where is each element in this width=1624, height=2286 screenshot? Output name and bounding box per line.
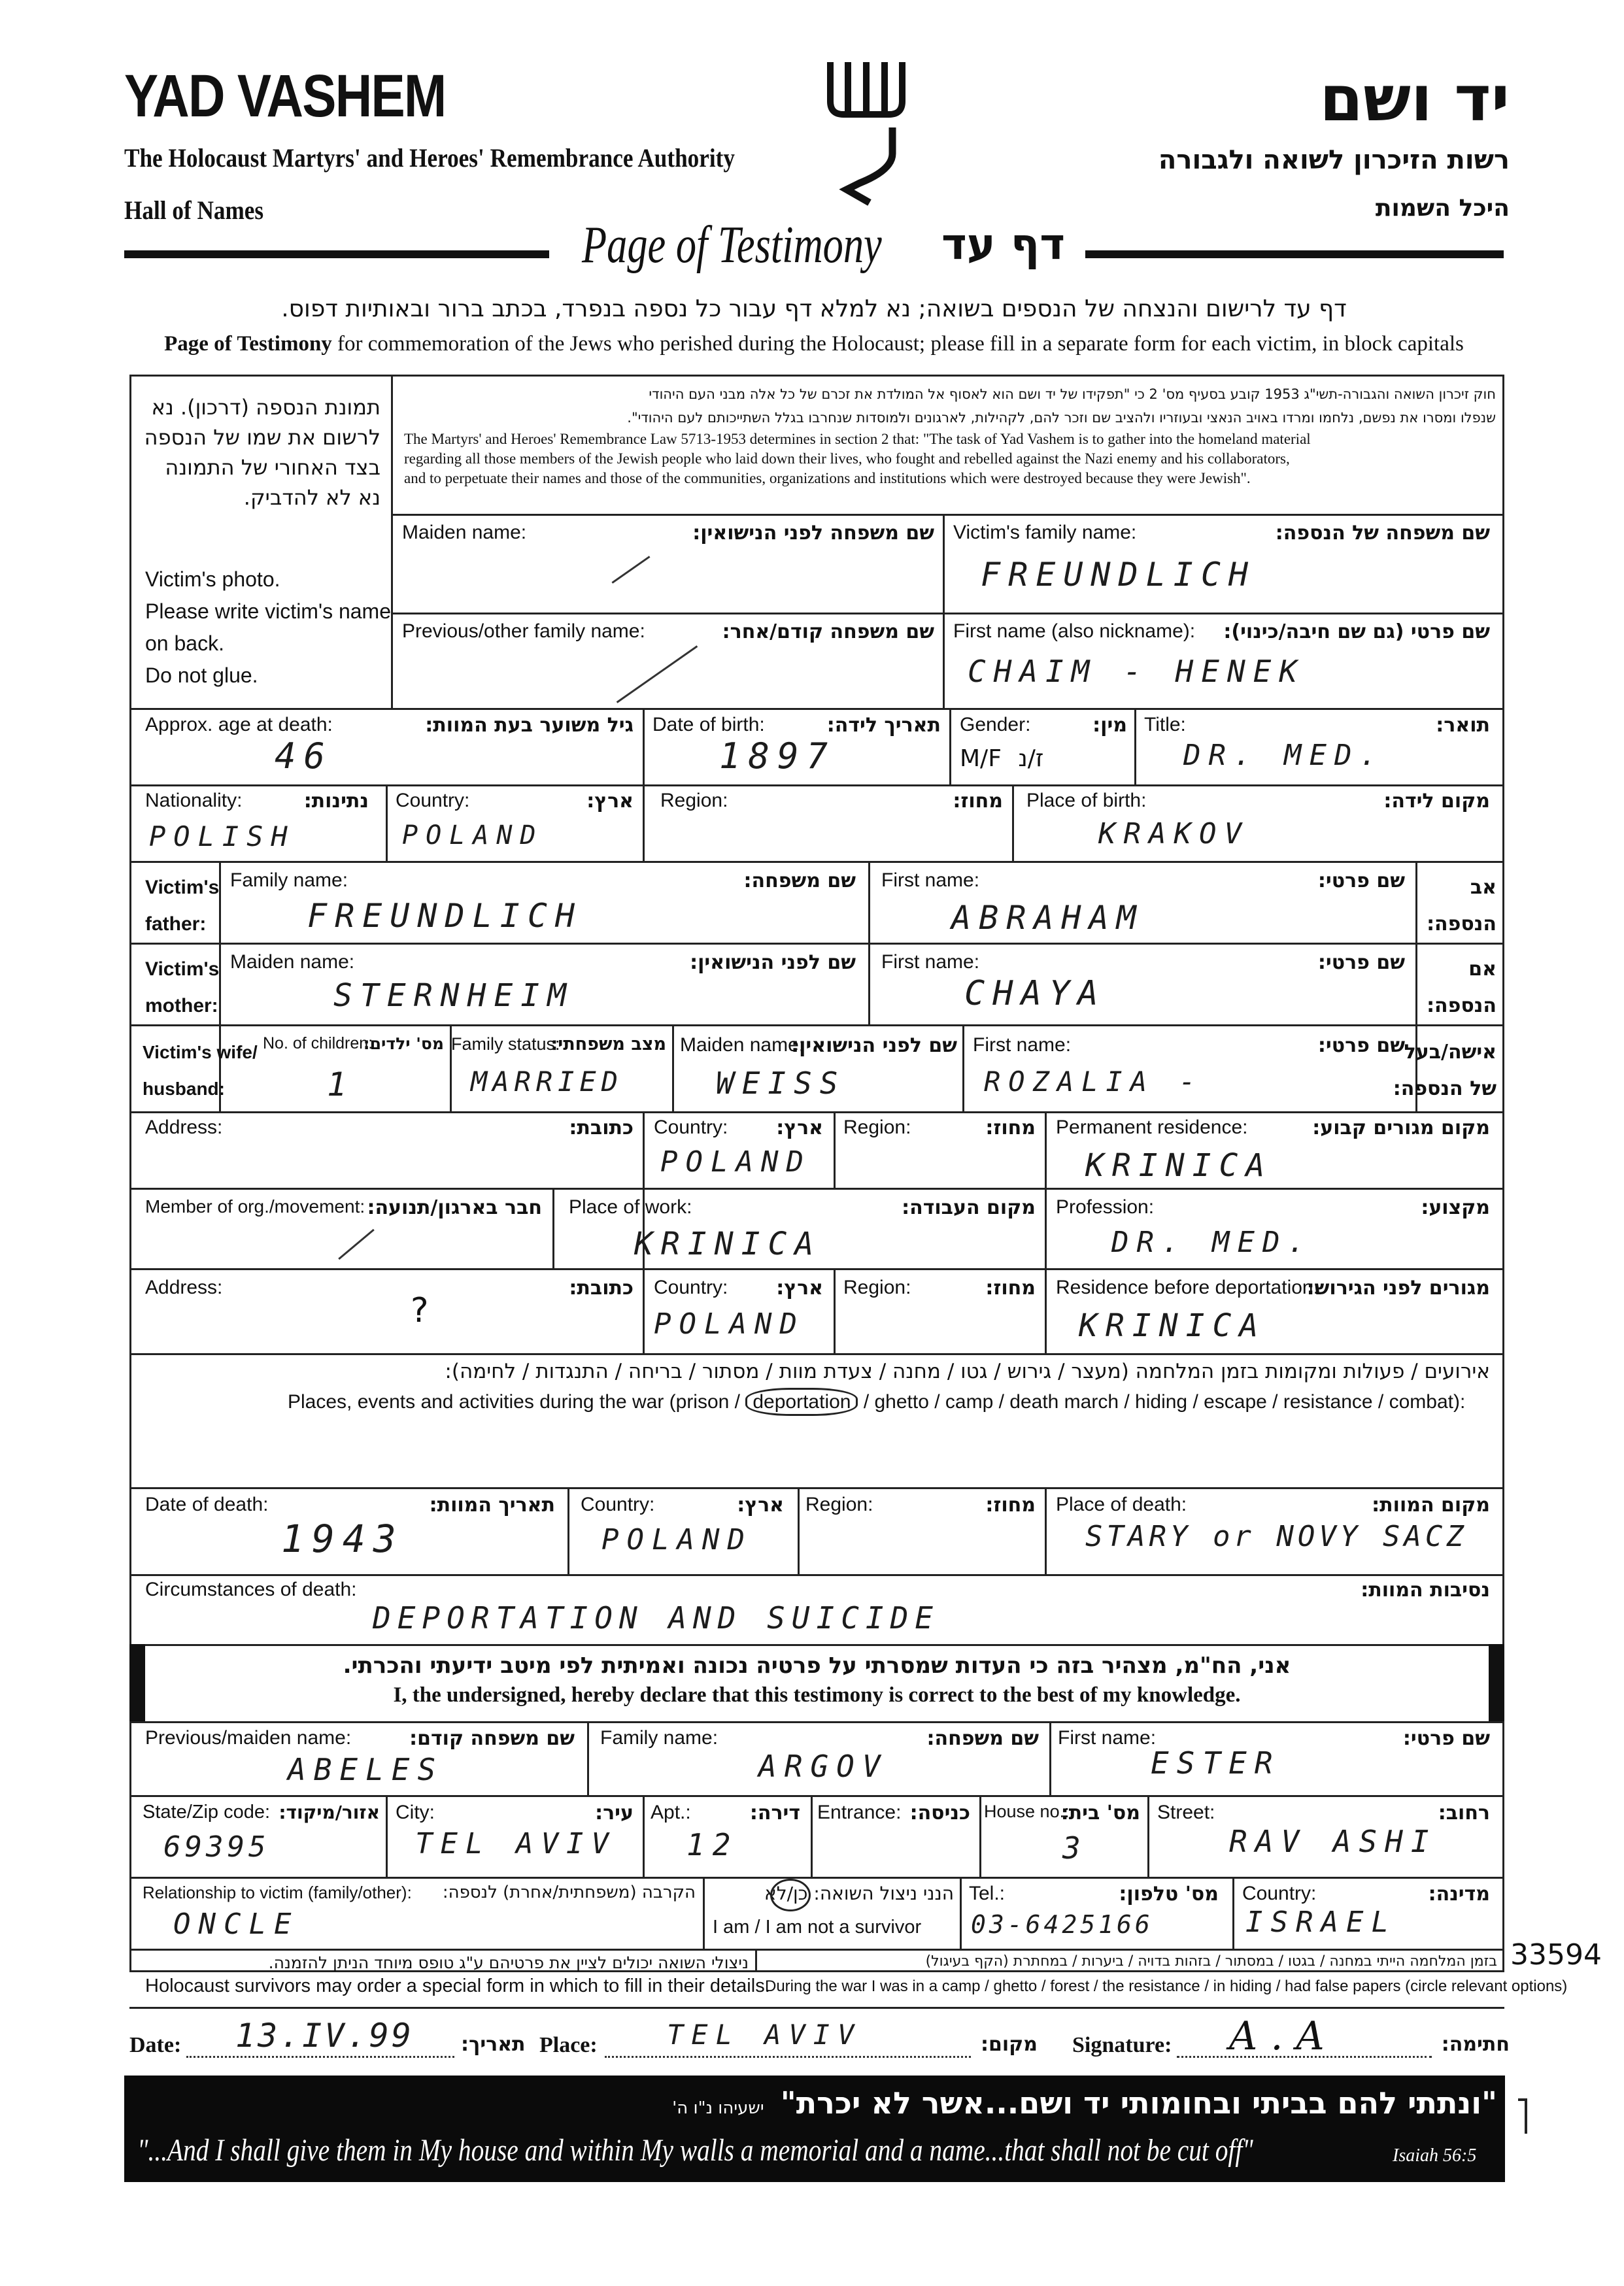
survivor-note: Holocaust survivors may order a special form in which to fill in their details. bbox=[145, 1975, 770, 1996]
date-of-death-value[interactable]: 1943 bbox=[281, 1517, 404, 1561]
signature-value[interactable]: A.A bbox=[1229, 2013, 1338, 2059]
verse-reference: Isaiah 56:5 bbox=[1393, 2145, 1477, 2166]
verse-english: "...And I shall give them in My house and within My walls a memorial and a name...that shall not be cut off" bbox=[137, 2133, 1253, 2168]
survivor-note-hebrew: ניצולי השואה יכולים לציין את פרטיהם ע"ג טופס מיוחד הניתן להזמנה. bbox=[268, 1953, 749, 1972]
relationship-value[interactable]: ONCLE bbox=[173, 1908, 299, 1941]
survivor-english[interactable]: I am / I am not a survivor bbox=[713, 1917, 922, 1938]
archive-number: 33594 bbox=[1510, 1938, 1602, 1972]
wartime-note: During the war I was in a camp / ghetto / forest / the resistance / in hiding / had false papers (circle relevant options) bbox=[765, 1977, 1568, 1995]
org-name-hebrew: יד ושם bbox=[1319, 62, 1510, 135]
father-family-name-value[interactable]: FREUNDLICH bbox=[307, 897, 583, 935]
children-count-value[interactable]: 1 bbox=[327, 1066, 355, 1103]
form-title: Page of Testimony bbox=[582, 216, 882, 274]
permanent-residence-value[interactable]: KRINICA bbox=[1085, 1147, 1273, 1184]
spouse-maiden-name-value[interactable]: WEISS bbox=[716, 1066, 846, 1101]
hall-of-names-hebrew: היכל השמות bbox=[1375, 195, 1510, 222]
submitter-first-name-value[interactable]: ESTER bbox=[1151, 1745, 1281, 1781]
events-label-hebrew: אירועים / פעולות ומקומות בזמן המלחמה (מעצר / גירוש / גטו / מחנה / צעדת מוות / מסתור / בריחה / התנגדות / לחימה): bbox=[445, 1360, 1490, 1383]
title-rule-right bbox=[1085, 250, 1504, 258]
instruction-text: for commemoration of the Jews who perished during the Holocaust; please fill in a separate form for each victim, in block capitals bbox=[337, 332, 1464, 356]
title-value[interactable]: DR. MED. bbox=[1183, 739, 1385, 772]
signoff-place-value[interactable]: TEL AVIV bbox=[667, 2019, 862, 2051]
spouse-first-name-value[interactable]: ROZALIA - bbox=[984, 1066, 1204, 1098]
house-number-value[interactable]: 3 bbox=[1062, 1830, 1089, 1866]
first-name-label: First name (also nickname): bbox=[953, 620, 1196, 642]
submitter-country-value[interactable]: ISRAEL bbox=[1245, 1906, 1396, 1939]
residence-country-value[interactable]: POLAND bbox=[660, 1145, 811, 1179]
birth-country-value[interactable]: POLAND bbox=[402, 820, 544, 850]
photo-instructions: Victim's photo. Please write victim's name on back. Do not glue. bbox=[145, 567, 391, 687]
maiden-name-label: Maiden name: bbox=[402, 522, 527, 543]
family-status-value[interactable]: MARRIED bbox=[471, 1066, 624, 1098]
instruction-hebrew: דף עד לרישום והנצחה של הנספים בשואה; נא למלא דף עבור כל נספה בנפרד, בכתב ברור ובאותיות דפוס. bbox=[281, 295, 1347, 322]
verse-hebrew: "ונתתי להם בביתי ובחומותי יד ושם...אשר לא יכרת" ישעיהו נ"ו ה' bbox=[672, 2085, 1497, 2121]
submitter-family-name-value[interactable]: ARGOV bbox=[758, 1749, 888, 1784]
residence-before-deportation-value[interactable]: KRINICA bbox=[1079, 1307, 1266, 1344]
org-subtitle-hebrew: רשות הזיכרון לשואה ולגבורה bbox=[1158, 145, 1510, 175]
circumstances-value[interactable]: DEPORTATION AND SUICIDE bbox=[373, 1600, 939, 1636]
street-value[interactable]: RAV ASHI bbox=[1229, 1824, 1437, 1859]
mother-maiden-name-value[interactable]: STERNHEIM bbox=[333, 977, 575, 1014]
instruction-bold: Page of Testimony bbox=[164, 332, 332, 356]
declaration-english: I, the undersigned, hereby declare that this testimony is correct to the best of my knowledge. bbox=[393, 1683, 1241, 1707]
survivor-hebrew[interactable]: הנני ניצול השואה: כן/לא bbox=[764, 1883, 954, 1904]
hall-of-names: Hall of Names bbox=[124, 195, 264, 225]
place-of-death-value[interactable]: STARY or NOVY SACZ bbox=[1085, 1520, 1468, 1553]
family-name-value[interactable]: FREUNDLICH bbox=[981, 556, 1257, 594]
photo-instructions-hebrew: תמונת הנספה (דרכון). נא לרשום את שמו של הנספה בצד האחורי של התמונה נא לא להדביק. bbox=[144, 395, 381, 510]
profession-value[interactable]: DR. MED. bbox=[1111, 1226, 1313, 1259]
deportation-circled[interactable]: deportation bbox=[745, 1388, 858, 1416]
city-value[interactable]: TEL AVIV bbox=[415, 1827, 617, 1860]
death-country-value[interactable]: POLAND bbox=[601, 1523, 753, 1556]
org-name: YAD VASHEM bbox=[124, 63, 446, 129]
form-title-hebrew: דף עד bbox=[941, 219, 1066, 269]
family-name-label: Victim's family name: bbox=[953, 522, 1137, 543]
age-value[interactable]: 46 bbox=[275, 735, 333, 777]
law-text: חוק זיכרון השואה והגבורה-תשי"ג 1953 קובע בסעיף מס' 2 כי "תפקידו של יד ושם הוא לאסוף אל המולדת את זכרם של כל אלה מבני העם היהודי שנפלו ומסרו את נפשם, נלחמו ומרדו באויב הנאצי ובעוזריו ולהציב שם וזכר להם, לקהילות, לארגונים ולמוסדות שנחרבו בגלל השתייכותם לעם היהודי". The Martyrs' and Heroes' Remembrance Law 5713-1953 determines in section 2 that: "The task of Yad Vashem is to gather into the homeland material regarding all those members of the Jewish people who laid down their lives, who fought and rebelled against the Nazi enemy and his collaborators, and to perpetuate their names and those of the communities, organizations and institutions which were destroyed because they were Jewish". bbox=[404, 386, 1496, 486]
declaration-bar-left bbox=[129, 1644, 145, 1721]
survivor-yes-circle-icon bbox=[770, 1879, 811, 1911]
place-of-birth-value[interactable]: KRAKOV bbox=[1098, 817, 1249, 850]
mother-first-name-value[interactable]: CHAYA bbox=[964, 974, 1106, 1013]
margin-mark-icon bbox=[1518, 2098, 1527, 2134]
gender-options[interactable]: M/F ז/נ bbox=[960, 745, 1044, 772]
zip-code-value[interactable]: 69395 bbox=[163, 1830, 270, 1864]
declaration-hebrew: אני, הח"מ, מצהיר בזה כי העדות שמסרתי על פרטיה נכונה ואמיתית לפי מיטב ידיעתי והכרתי. bbox=[343, 1653, 1291, 1679]
deportation-country-value[interactable]: POLAND bbox=[654, 1307, 805, 1341]
first-name-value[interactable]: CHAIM - HENEK bbox=[968, 654, 1306, 689]
instruction-english bbox=[124, 332, 1504, 356]
father-first-name-value[interactable]: ABRAHAM bbox=[951, 899, 1144, 937]
telephone-value[interactable]: 03-6425166 bbox=[971, 1910, 1153, 1939]
title-rule-left bbox=[124, 250, 549, 258]
place-of-work-value[interactable]: KRINICA bbox=[634, 1226, 822, 1262]
declaration-bar-right bbox=[1489, 1644, 1504, 1721]
testimony-page: YAD VASHEM The Holocaust Martyrs' and Heroes' Remembrance Authority Hall of Names יד ושם רשות הזיכרון לשואה ולגבורה היכל השמות Page of Testimony דף עד דף עד לרישום והנצחה של הנספים בשואה; נא למלא דף עבור כל נספה בנפרד, בכתב ברור ובאותיות דפוס. Page of Testimony for commemoration of the Jews who perished during the Holocaust; please fill in a separate form for each victim, in block capitals תמונת הנספה (דרכון). נא לרשום את שמו של הנספה בצד האחורי של התמונה נא לא להדביק. Victim's photo. Please write victim's name on back. Do not glue. חוק זיכרון השואה והגבורה-תשי"ג 1953 קובע בסעיף מס' 2 כי "תפקידו של יד ושם הוא לאסוף אל המולדת את זכרם של כל אלה מבני העם היהודי שנפלו ומסרו את נפשם, נלחמו ומרדו באויב הנאצי ובעוזריו ולהציב שם וזכר להם, לקהילות, לארגונים ולמוסדות שנחרבו בגלל השתייכותם לעם היהודי". The Martyrs' and Heroes' Remembrance Law 5713-1953 determines in section 2 that: "The task of Yad Vashem is to gather into the homeland material regarding all those members of the Jewish people who laid down their lives, who fought and rebelled against the Nazi enemy and his collaborators, and to perpetuate their names and those of the communities, organizations and institutions which were destroyed because they were Jewish". Maiden name: שם משפחה לפני הנישואין: Victim's family name: שם משפחה של הנספה: FREUNDLICH Previous/other family name: שם משפחה קודם/אחר: First name (also nickname): שם פרטי (גם שם חיבה/כינוי): CHAIM - HENEK Approx. age at death: גיל משוער בעת המוות: 46 Date of birth: תאריך לידה: 1897 Gender: מין: M/F ז/נ Title: תואר: DR. MED. Nationality: נתינות: POLISH Country: ארץ: POLAND Region: מחוז: Place of birth: מקום לידה: KRAKOV Victim's father: Family name: שם משפחה: FREUNDLICH First name: שם פרטי: ABRAHAM אב הנספה: Victim's mother: Maiden name: שם לפני הנישואין: STERNHEIM First name: שם פרטי: CHAYA אם הנספה: Victim's wife/ husband: No. of children: מס' ילדים: 1 Family status: מצב משפחתי: MARRIED Maiden name: שם לפני הנישואין: WEISS First name: שם פרטי: ROZALIA - אישה/בעל של הנספה: Address: כתובת: Country: ארץ: POLAND Region: מחוז: Permanent residence: מקום מגורים קבוע: KRINICA Member of org./movement: חבר בארגון/תנועה: Place of work: מקום העבודה: KRINICA Profession: מקצוע: DR. MED. Address: כתובת: ? Country: ארץ: POLAND Region: מחוז: Residence before deportation: מגורים לפני הגירוש: KRINICA אירועים / פעולות ומקומות בזמן המלחמה (מעצר / גירוש / גטו / מחנה / צעדת מוות / מסתור / בריחה / התנגדות / לחימה): Places, events and activities during the war (prison / deportation / ghetto / camp / death march / hiding / escape / resistance / combat): Date of death: תאריך המוות: 1943 Country: ארץ: POLAND Region: מחוז: Place of death: מקום המוות: STARY or NOVY SACZ Circumstances of death: נסיבות המוות: DEPORTATION AND SUICIDE אני, הח"מ, מצהיר בזה כי העדות שמסרתי על פרטיה נכונה ואמיתית לפי מיטב ידיעתי והכרתי. I, the undersigned, hereby declare that this testimony is correct to the best of my knowledge. Previous/maiden name: שם משפחה קודם: ABELES Family name: שם משפחה: ARGOV First name: שם פרטי: ESTER State/Zip code: אזור/מיקוד: 69395 City: עיר: TEL AVIV Apt.: דירה: 12 Entrance: כניסה: House no.: מס' בית: 3 Street: רחוב: RAV ASHI Relationship to victim (family/other): הקרבה (משפחתית/אחרת) לנספה: ONCLE הנני ניצול השואה: כן/לא I am / I am not a survivor Tel.: מס' טלפון: 03-6425166 Country: מדינה: ISRAEL ניצולי השואה יכולים לציין את פרטיהם ע"ג טופס מיוחד הניתן להזמנה. Holocaust survivors may order a special form in which to fill in their details. בזמן המלחמה הייתי במחנה / בגטו / במסתור / בזהות בדויה / ביערות / במחתרת (הקף בעיגול) During the war I was in a camp / ghetto / forest / the resistance / in hiding / had false papers (circle relevant options) 33594 Date: 13.IV.99 תאריך: Place: TEL AVIV מקום: Signature: A.A חתימה: "ונתתי להם בביתי ובחומותי יד ושם...אשר לא יכרת" ישעיהו נ"ו ה' "...And I shall give them in My house and within My walls a memorial and a name...that shall not be cut off" Isaiah 56:5 bbox=[0, 0, 1624, 2286]
wartime-note-hebrew: בזמן המלחמה הייתי במחנה / בגטו / במסתור / בזהות בדויה / ביערות / במחתרת (הקף בעיגול) bbox=[925, 1953, 1497, 1970]
previous-name-label: Previous/other family name: bbox=[402, 620, 645, 642]
address-value[interactable]: ? bbox=[411, 1291, 429, 1330]
yad-vashem-logo-icon bbox=[820, 56, 912, 206]
signoff-date-value[interactable]: 13.IV.99 bbox=[235, 2017, 414, 2055]
submitter-previous-name-value[interactable]: ABELES bbox=[288, 1752, 444, 1787]
apartment-value[interactable]: 12 bbox=[686, 1827, 739, 1862]
events-label: Places, events and activities during the war (prison / deportation / ghetto / camp / death march / hiding / escape / resistance / combat): bbox=[288, 1391, 1465, 1413]
dob-value[interactable]: 1897 bbox=[719, 735, 836, 777]
nationality-value[interactable]: POLISH bbox=[149, 820, 296, 852]
org-subtitle: The Holocaust Martyrs' and Heroes' Remembrance Authority bbox=[124, 143, 735, 173]
